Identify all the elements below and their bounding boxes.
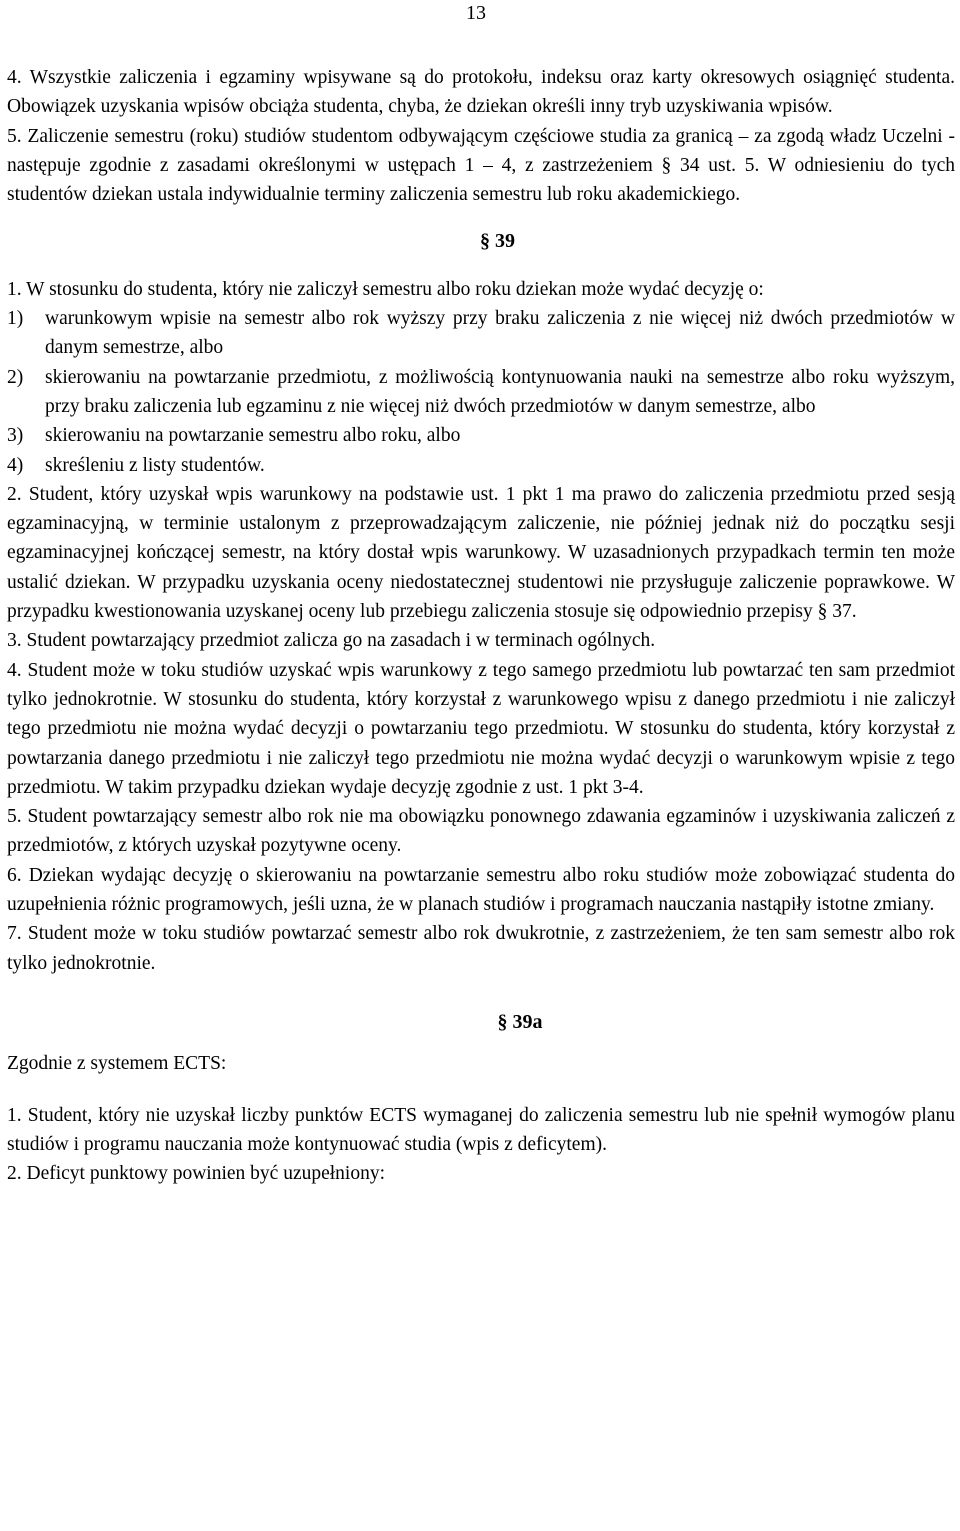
- list-item-text: warunkowym wpisie na semestr albo rok wyższy przy braku zaliczenia z nie więcej niż dwóch przedmiotów w danym semestrze, albo: [45, 308, 955, 359]
- section-39-paragraph-1: 1. W stosunku do studenta, który nie zaliczył semestru albo roku dziekan może wydać decyzję o:: [7, 278, 764, 300]
- section-39-paragraph-5: 5. Student powtarzający semestr albo rok nie ma obowiązku ponownego zdawania egzaminów i uzyskiwania zaliczeń z przedmiotów, z których uzyskał pozytywne oceny.: [7, 806, 955, 857]
- paragraph-4: 4. Wszystkie zaliczenia i egzaminy wpisywane są do protokołu, indeksu oraz karty okresowych osiągnięć studenta. Obowiązek uzyskania wpisów obciąża studenta, chyba, że dziekan określi inny tryb uzyskiwania wpisów.: [7, 67, 955, 118]
- list-item: [7, 363, 955, 422]
- list-item: [7, 421, 955, 450]
- list-item: [7, 451, 955, 480]
- list-item-number: 3): [7, 425, 24, 447]
- list-item-text: skreśleniu z listy studentów.: [45, 454, 265, 476]
- section-39-paragraph-3: 3. Student powtarzający przedmiot zalicza go na zasadach i w terminach ogólnych.: [7, 630, 656, 652]
- page-number: 13: [466, 2, 486, 24]
- paragraph-5: 5. Zaliczenie semestru (roku) studiów studentom odbywającym częściowe studia za granicą – za zgodą władz Uczelni - następuje zgodnie z zasadami określonymi w ustępach 1 – 4, z zastrzeżeniem § 34 ust. 5. W odniesieniu do tych studentów dziekan ustala indywidualnie terminy zaliczenia semestru lub roku akademickiego.: [7, 125, 955, 206]
- list-item-text: skierowaniu na powtarzanie semestru albo roku, albo: [45, 425, 461, 447]
- section-39-paragraph-4: 4. Student może w toku studiów uzyskać wpis warunkowy z tego samego przedmiotu lub powtarzać ten sam przedmiot tylko jednokrotnie. W stosunku do studenta, który korzystał z warunkowego wpisu z danego przedmiotu i nie zaliczył tego przedmiotu nie można wydać decyzji o powtarzaniu tego przedmiotu. W stosunku do studenta, który korzystał z powtarzania danego przedmiotu i nie zaliczył tego przedmiotu nie można wydać decyzji o warunkowym wpisie z tego przedmiotu. W takim przypadku dziekan wydaje decyzję zgodnie z ust. 1 pkt 3-4.: [7, 659, 955, 798]
- section-39a-paragraph-2: 2. Deficyt punktowy powinien być uzupełniony:: [7, 1163, 386, 1185]
- section-39a-heading: § 39a: [497, 1010, 543, 1033]
- section-39-list: [7, 304, 955, 480]
- list-item-number: 1): [7, 308, 24, 330]
- section-39a-intro: Zgodnie z systemem ECTS:: [7, 1053, 227, 1075]
- section-39a-paragraph-1: 1. Student, który nie uzyskał liczby punktów ECTS wymaganej do zaliczenia semestru lub nie spełnił wymogów planu studiów i programu nauczania może kontynuować studia (wpis z deficytem).: [7, 1104, 955, 1155]
- section-39-heading: § 39: [480, 230, 515, 253]
- list-item-text: skierowaniu na powtarzanie przedmiotu, z możliwością kontynuowania nauki na semestrze albo roku wyższym, przy braku zaliczenia lub egzaminu z nie więcej niż dwóch przedmiotów w danym semestrze, albo: [45, 366, 955, 417]
- section-39-paragraph-2: 2. Student, który uzyskał wpis warunkowy na podstawie ust. 1 pkt 1 ma prawo do zaliczenia przedmiotu przed sesją egzaminacyjną, w terminie ustalonym z przeprowadzającym zaliczenie, nie później jednak niż do początku sesji egzaminacyjnej kończącej semestr, na który dostał wpis warunkowy. W uzasadnionych przypadkach termin ten może ustalić dziekan. W przypadku uzyskania oceny niedostatecznej studentowi nie przysługuje zaliczenie poprawkowe. W przypadku kwestionowania uzyskanej oceny lub przebiegu zaliczenia stosuje się odpowiednio przepisy § 37.: [7, 483, 955, 623]
- list-item-number: 2): [7, 366, 24, 388]
- list-item: [7, 304, 955, 363]
- list-item-number: 4): [7, 454, 24, 476]
- section-39-paragraph-6: 6. Dziekan wydając decyzję o skierowaniu na powtarzanie semestru albo roku studiów może zobowiązać studenta do uzupełnienia różnic programowych, jeśli uzna, że w planach studiów i programach nauczania nastąpiły istotne zmiany.: [7, 864, 955, 916]
- section-39-paragraph-7: 7. Student może w toku studiów powtarzać semestr albo rok dwukrotnie, z zastrzeżeniem, że ten sam semestr albo rok tylko jednokrotnie.: [7, 923, 955, 974]
- document-body: [7, 63, 955, 1188]
- spacer: [7, 1079, 955, 1101]
